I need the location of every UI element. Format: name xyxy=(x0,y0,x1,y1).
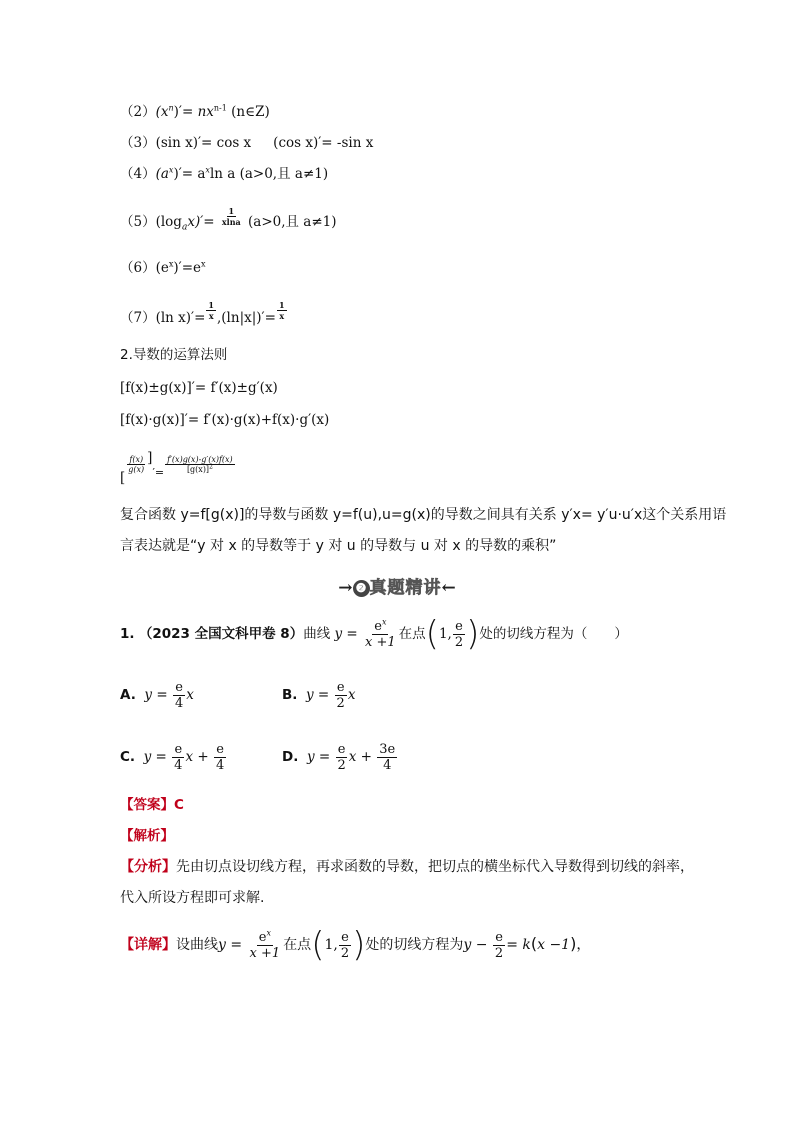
answer-value: C xyxy=(174,797,184,813)
formula-natural-exp: $(6)(e^x)'=e^x$ xyxy=(120,259,206,276)
composite-rule-line1: 复合函数 y=f[g(x)]的导数与函数 y=f(u),u=g(x)的导数之间具有关系 y′x= y′u·u′x这个关系用语 xyxy=(120,507,727,523)
analysis-summary-label: 【分析】 xyxy=(120,859,176,875)
circle-two-icon: ❷ xyxy=(353,580,370,597)
composite-rule-line2: 言表达就是“y 对 x 的导数等于 y 对 u 的导数与 u 对 x 的导数的乘积” xyxy=(120,538,557,554)
formula-ln: （7）(ln x)′= $\frac{1}{x}$ ,(ln|x|)′= $\frac{1}{x}$ xyxy=(120,300,285,326)
formula-exponential: $(4)(a^x)'= a^x\ln$ a (a>0,且 a≠1) xyxy=(120,165,329,182)
section-title-rules: 2.导数的运算法则 xyxy=(120,347,228,363)
left-arrow-icon: → xyxy=(338,578,353,598)
answer xyxy=(120,795,184,815)
answer-label: 【答案】 xyxy=(120,797,174,813)
analysis-summary: 【分析】先由切点设切线方程，再求函数的导数，把切点的横坐标代入导数得到切线的斜率， xyxy=(120,859,694,875)
option-a[interactable]: A. y = $\frac{e}{4}$ x xyxy=(120,680,194,711)
rule-quotient: [ $\frac{f(x)}{g(x)}$ ]$_{'=}$ $\frac{f'(x)g(x)-g'(x)f(x)}{[g(x)]^2}$ xyxy=(120,450,233,486)
question-source: （2023 全国文科甲卷 8） xyxy=(138,626,304,642)
section-banner xyxy=(0,573,794,598)
option-b[interactable]: B. y = $\frac{e}{2}$ x xyxy=(282,680,356,711)
analysis-label: 【解析】 xyxy=(120,828,174,844)
log-fraction: $\frac{1}{xlna}$ xyxy=(221,206,241,227)
rule-sum: [f(x)±g(x)]′= f′(x)±g′(x) xyxy=(120,380,278,396)
formula-power: $(2)(x^n)'= nx^{n-1}$ (n∈Z) xyxy=(120,103,270,120)
option-d[interactable]: D. y = $\frac{e}{2}$ x + $\frac{3e}{4}$ xyxy=(282,742,396,773)
right-arrow-icon: ← xyxy=(441,578,456,598)
option-c[interactable]: C. y = $\frac{e}{4}$ x + $\frac{e}{4}$ xyxy=(120,742,225,773)
formula-trig: （3）(sin x)′= cos x (cos x)′= -sin x xyxy=(120,135,374,151)
question-stem: 1. （2023 全国文科甲卷 8）曲线 y = $\frac{e^x}{x +1}$ 在点(1, $\frac{e}{2}$ )处的切线方程为（ ） xyxy=(120,614,628,654)
rule-product: [f(x)·g(x)]′= f′(x)·g(x)+f(x)·g′(x) xyxy=(120,412,330,428)
detailed-solution-label: 【详解】 xyxy=(120,937,176,953)
formula-log: $(5)(\log_ax)'=$ $\frac{1}{xlna}$ (a>0,且 a≠1) xyxy=(120,206,337,233)
banner-title: 真题精讲 xyxy=(369,578,442,598)
detailed-solution: 【详解】设曲线y = $\frac{e^x}{x +1}$ 在点(1, $\frac{e}{2}$ )处的切线方程为y − $\frac{e}{2}$ = k(x −1)， xyxy=(120,925,591,965)
analysis-summary-line2: 代入所设方程即可求解. xyxy=(120,890,265,906)
formula-number: （2） xyxy=(120,104,156,120)
